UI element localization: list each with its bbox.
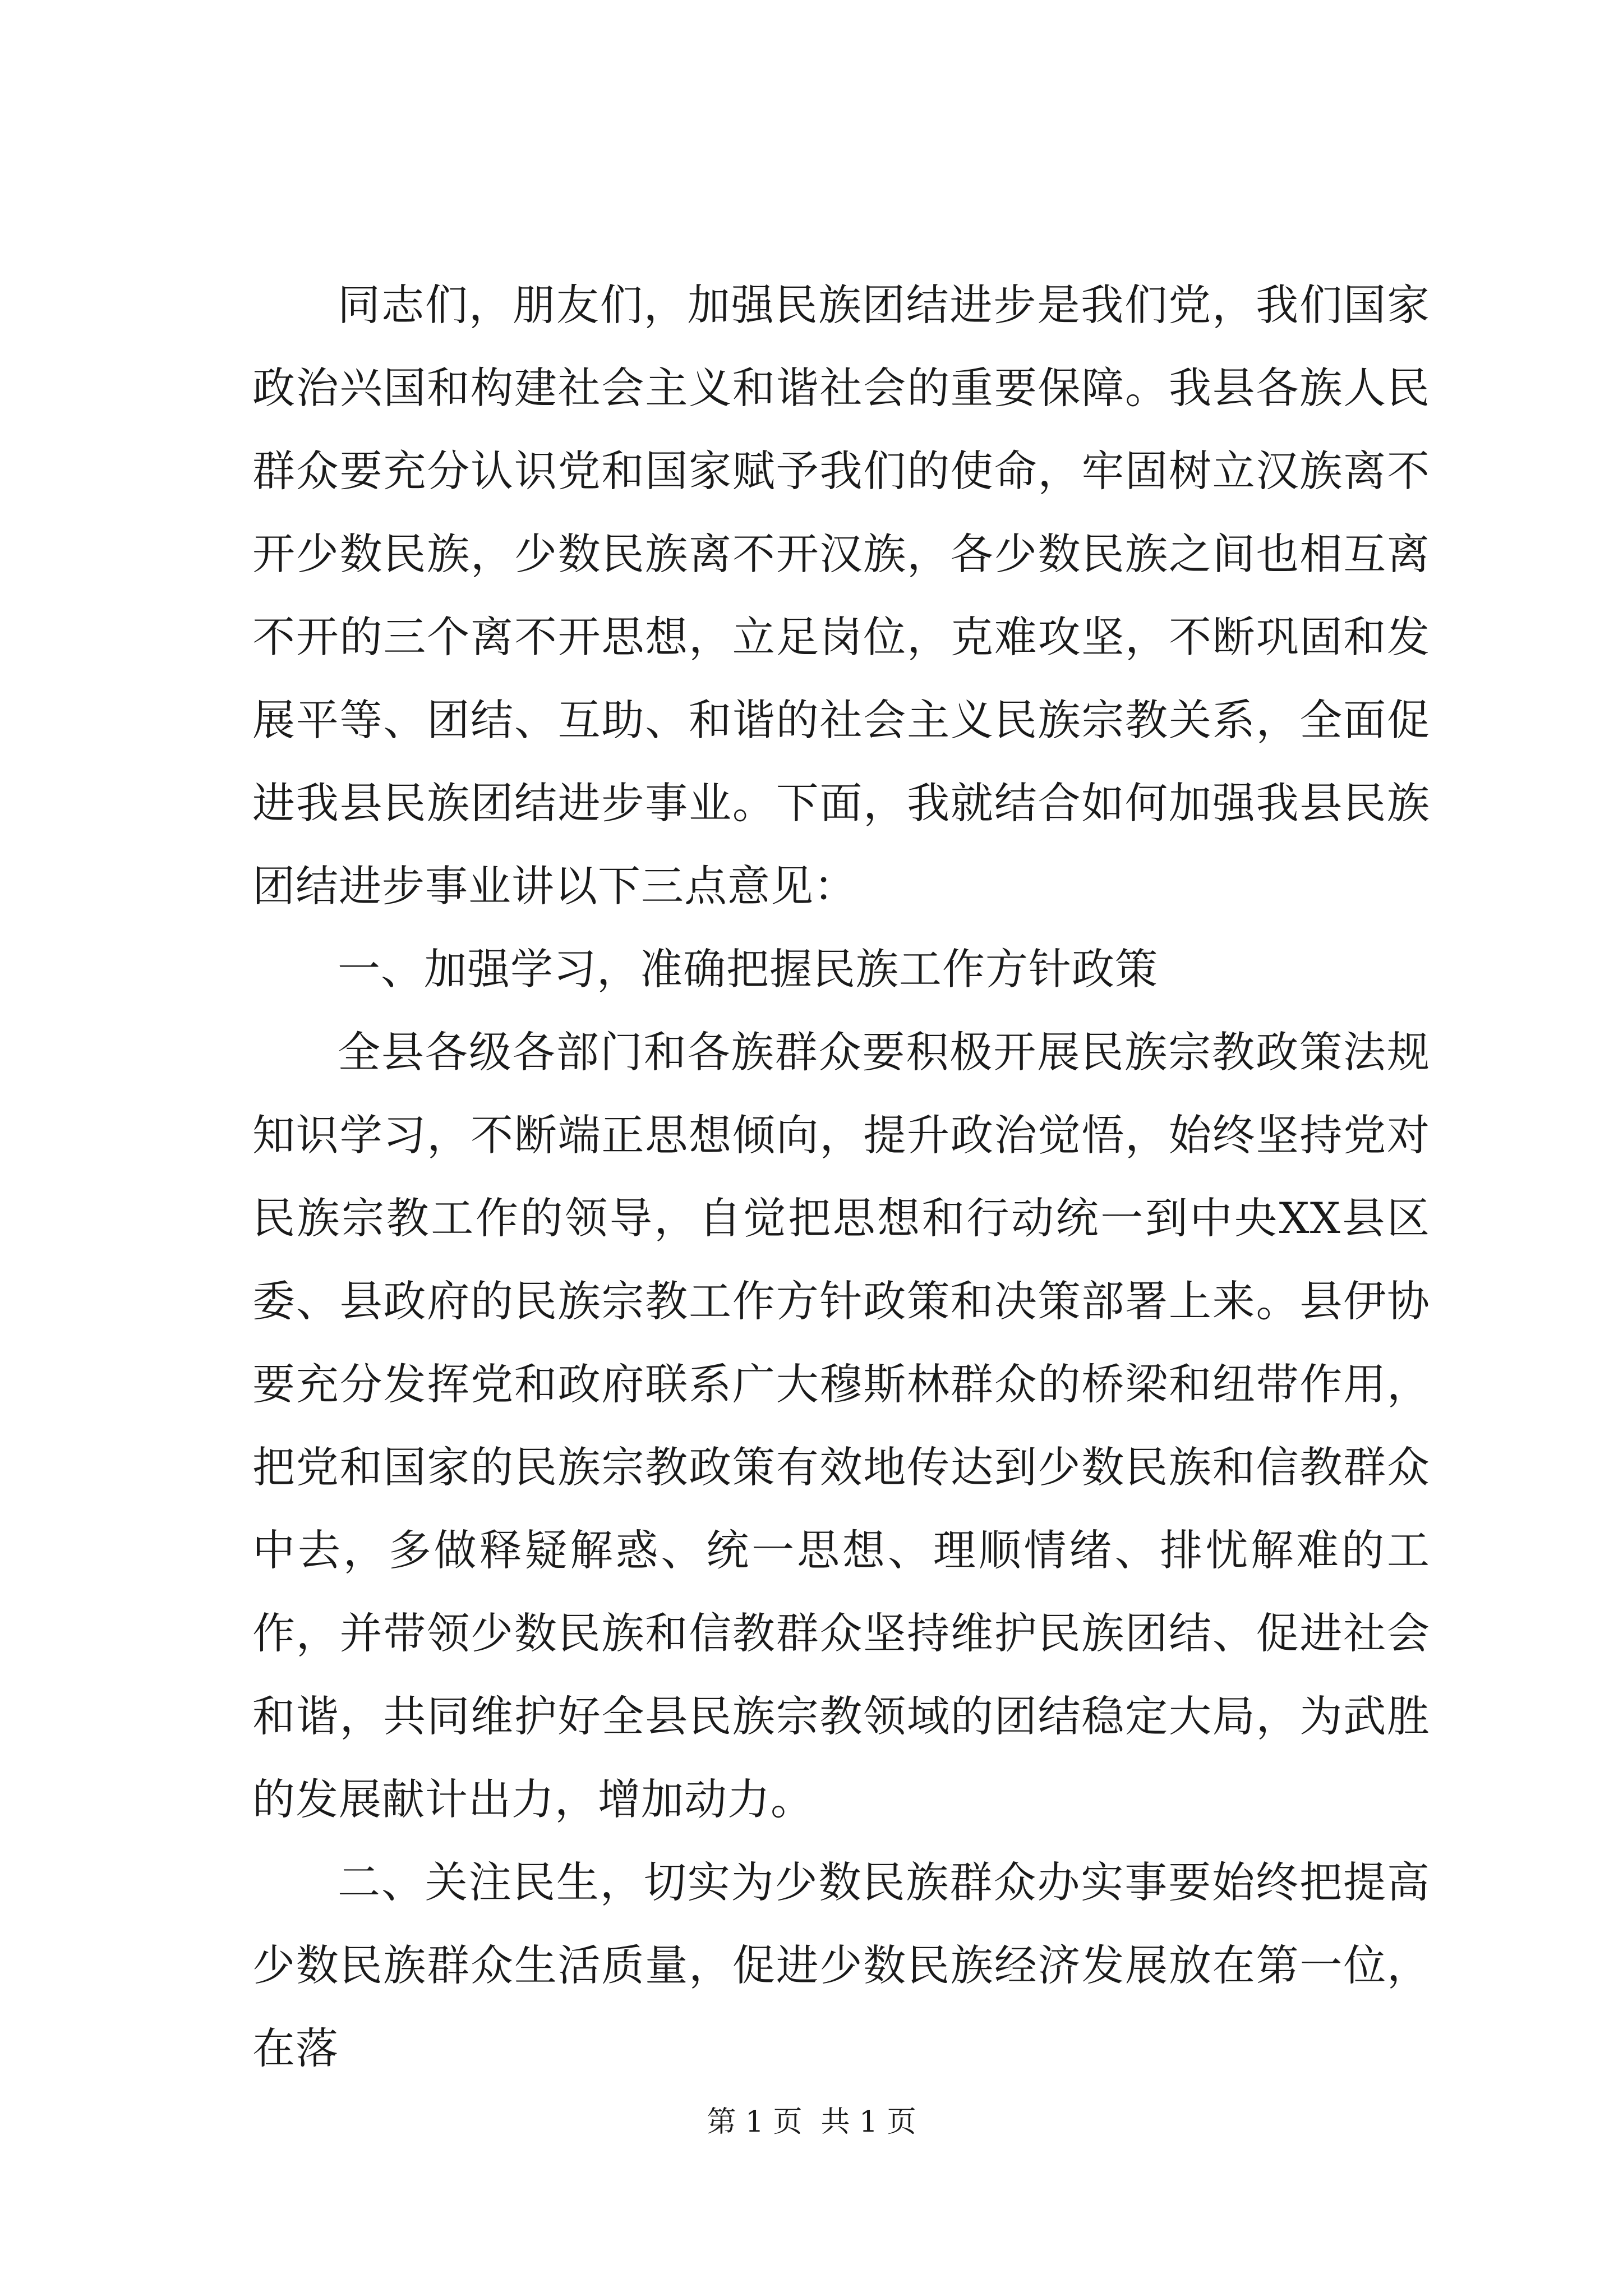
document-body [252, 264, 1430, 2090]
intro-paragraph: 同志们，朋友们，加强民族团结进步是我们党，我们国家政治兴国和构建社会主义和谐社会的重要保障。我县各族人民群众要充分认识党和国家赋予我们的使命，牢固树立汉族离不开少数民族，少数民族离不开汉族，各少数民族之间也相互离不开的三个离不开思想，立足岗位，克难攻坚，不断巩固和发展平等、团结、互助、和谐的社会主义民族宗教关系，全面促进我县民族团结进步事业。下面，我就结合如何加强我县民族团结进步事业讲以下三点意见： [252, 280, 1430, 911]
page-footer [0, 2102, 1623, 2142]
page-number-label: 第 1 页 共 1 页 [707, 2105, 916, 2139]
section-heading-1: 一、加强学习，准确把握民族工作方针政策 [338, 944, 1158, 994]
section-heading-2-paragraph: 二、关注民生，切实为少数民族群众办实事要始终把提高少数民族群众生活质量，促进少数民族经济发展放在第一位，在落 [252, 1857, 1430, 2073]
section-1-paragraph: 全县各级各部门和各族群众要积极开展民族宗教政策法规知识学习，不断端正思想倾向，提升政治觉悟，始终坚持党对民族宗教工作的领导，自觉把思想和行动统一到中央XX县区委、县政府的民族宗教工作方针政策和决策部署上来。县伊协要充分发挥党和政府联系广大穆斯林群众的桥梁和纽带作用，把党和国家的民族宗教政策有效地传达到少数民族和信教群众中去，多做释疑解惑、统一思想、理顺情绪、排忧解难的工作，并带领少数民族和信教群众坚持维护民族团结、促进社会和谐，共同维护好全县民族宗教领域的团结稳定大局，为武胜的发展献计出力，增加动力。 [252, 1027, 1430, 1824]
